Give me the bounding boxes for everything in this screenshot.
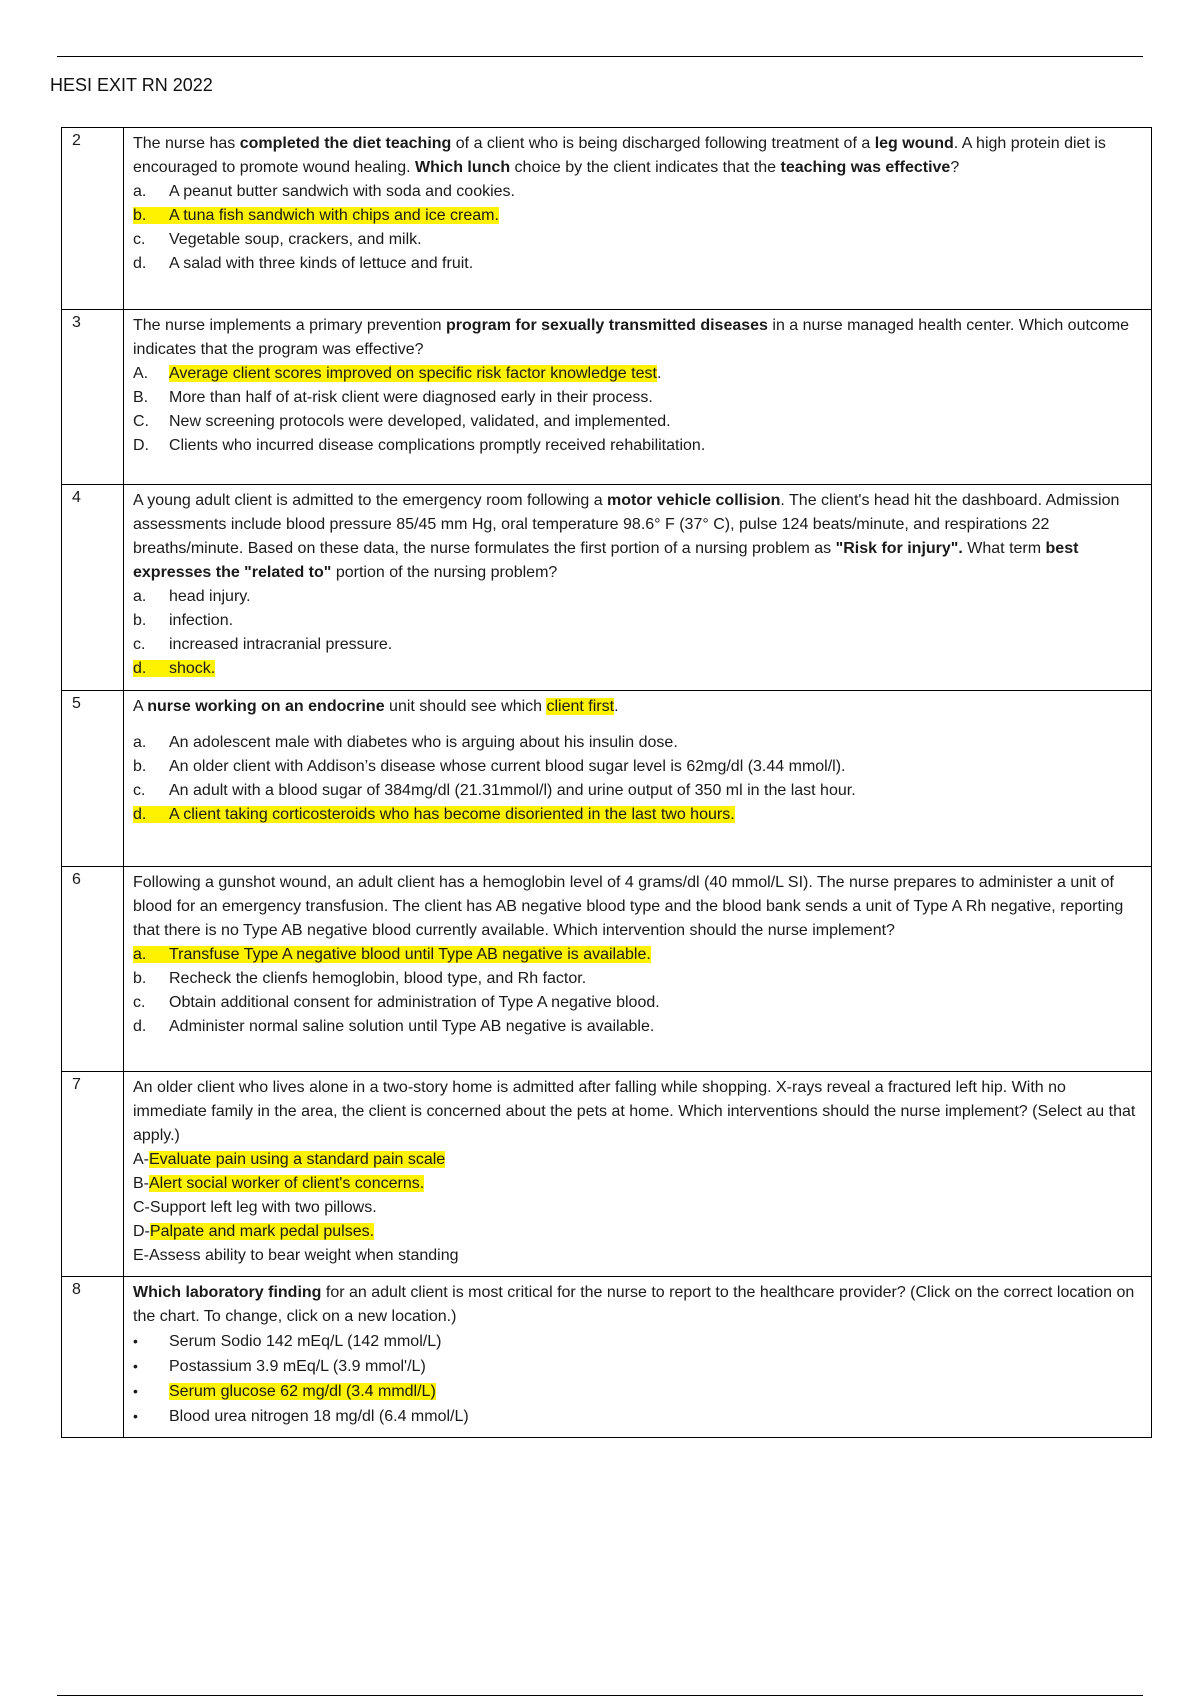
option-text: head injury. bbox=[169, 588, 251, 605]
option-marker: D. bbox=[133, 437, 149, 454]
stem-segment: . bbox=[614, 698, 619, 715]
option-marker: c. bbox=[133, 636, 146, 653]
option-text: Assess ability to bear weight when standing bbox=[149, 1247, 459, 1264]
stem-segment: of a client who is being discharged following treatment of a bbox=[451, 135, 875, 152]
option-tail: . bbox=[656, 365, 662, 382]
question-stem bbox=[133, 314, 1141, 362]
option-marker: C. bbox=[133, 413, 149, 430]
answer-option[interactable] bbox=[133, 410, 1141, 434]
answer-option[interactable] bbox=[133, 1354, 1141, 1379]
stem-segment: best expresses the "related to" bbox=[133, 540, 1079, 581]
option-marker: C- bbox=[133, 1199, 150, 1216]
option-text: Blood urea nitrogen 18 mg/dl (6.4 mmol/L) bbox=[169, 1408, 469, 1425]
option-marker: a. bbox=[133, 588, 147, 605]
option-marker: B. bbox=[133, 389, 149, 406]
highlighted-answer-text: Alert social worker of client's concerns. bbox=[149, 1175, 425, 1192]
option-text: More than half of at-risk client were diagnosed early in their process. bbox=[169, 389, 653, 406]
answer-option[interactable] bbox=[133, 609, 1141, 633]
option-marker: a. bbox=[133, 183, 147, 200]
answer-option[interactable] bbox=[133, 180, 1141, 204]
option-marker: A. bbox=[133, 365, 149, 382]
option-marker: • bbox=[133, 1358, 138, 1374]
answer-option[interactable] bbox=[133, 731, 1141, 755]
question-body bbox=[124, 691, 1152, 867]
option-text: Postassium 3.9 mEq/L (3.9 mmol'/L) bbox=[169, 1358, 426, 1375]
question-body bbox=[124, 485, 1152, 691]
question-row bbox=[62, 867, 1152, 1072]
option-text: An older client with Addison’s disease whose current blood sugar level is 62mg/dl (3.44 mmol/l). bbox=[169, 758, 846, 775]
question-row bbox=[62, 1277, 1152, 1438]
option-text: New screening protocols were developed, validated, and implemented. bbox=[169, 413, 671, 430]
highlighted-answer-text: Transfuse Type A negative blood until Type AB negative is available. bbox=[169, 946, 651, 963]
answer-option[interactable] bbox=[133, 1329, 1141, 1354]
answer-option[interactable] bbox=[133, 1196, 1141, 1220]
stem-segment: . The client's head hit the dashboard. Admission assessments include blood pressure 85/45 mm Hg, oral temperature 98.6° F (37° C), pulse 124 beats/minute, and respirations 22 breaths/minute. Based on these data, the nurse formulates the first portion of a nursing problem as bbox=[133, 492, 1120, 557]
option-marker: d. bbox=[133, 660, 147, 677]
answer-option[interactable] bbox=[133, 779, 1141, 803]
answer-option[interactable] bbox=[133, 943, 1141, 967]
question-row bbox=[62, 310, 1152, 485]
answer-option[interactable] bbox=[133, 1244, 1141, 1268]
highlighted-answer-text: Average client scores improved on specific risk factor knowledge test bbox=[169, 365, 657, 382]
highlighted-answer-text: A client taking corticosteroids who has become disoriented in the last two hours. bbox=[169, 806, 735, 823]
answer-option[interactable] bbox=[133, 204, 1141, 228]
option-marker: c. bbox=[133, 231, 146, 248]
option-text: Vegetable soup, crackers, and milk. bbox=[169, 231, 422, 248]
question-number: 7 bbox=[62, 1072, 124, 1277]
stem-segment: portion of the nursing problem? bbox=[331, 564, 558, 581]
stem-segment: Which lunch bbox=[414, 159, 511, 176]
option-marker: • bbox=[133, 1408, 138, 1424]
highlighted-answer-text: shock. bbox=[169, 660, 216, 677]
answer-option[interactable] bbox=[133, 386, 1141, 410]
question-number: 2 bbox=[62, 128, 124, 310]
question-number: 3 bbox=[62, 310, 124, 485]
option-text: An adult with a blood sugar of 384mg/dl (21.31mmol/l) and urine output of 350 ml in the last hour. bbox=[169, 782, 856, 799]
question-row bbox=[62, 485, 1152, 691]
answer-option[interactable] bbox=[133, 633, 1141, 657]
stem-segment: ? bbox=[950, 159, 960, 176]
option-text: infection. bbox=[169, 612, 234, 629]
stem-segment: nurse working on an endocrine bbox=[147, 698, 385, 715]
stem-segment: The nurse implements a primary prevention bbox=[133, 317, 447, 334]
answer-options bbox=[133, 180, 1141, 276]
stem-segment: leg wound bbox=[874, 135, 954, 152]
answer-option[interactable] bbox=[133, 1220, 1141, 1244]
question-stem bbox=[133, 695, 1141, 719]
option-marker: d. bbox=[133, 806, 147, 823]
stem-segment: An older client who lives alone in a two-story home is admitted after falling while shopping. X-rays reveal a fractured left hip. With no immediate family in the area, the client is concerned about the pets at home. Which interventions should the nurse implement? (Select au that apply.) bbox=[133, 1079, 1136, 1144]
question-number: 5 bbox=[62, 691, 124, 867]
option-marker: • bbox=[133, 1383, 138, 1399]
option-marker: a. bbox=[133, 946, 147, 963]
answer-option[interactable] bbox=[133, 1379, 1141, 1404]
option-text: Recheck the clienfs hemoglobin, blood type, and Rh factor. bbox=[169, 970, 587, 987]
answer-option[interactable] bbox=[133, 228, 1141, 252]
answer-option[interactable] bbox=[133, 1015, 1141, 1039]
answer-options bbox=[133, 1329, 1141, 1429]
answer-option[interactable] bbox=[133, 1404, 1141, 1429]
answer-option[interactable] bbox=[133, 967, 1141, 991]
option-marker: A- bbox=[133, 1151, 149, 1168]
top-rule bbox=[57, 56, 1143, 57]
question-number: 4 bbox=[62, 485, 124, 691]
highlighted-answer-text: Palpate and mark pedal pulses. bbox=[149, 1223, 375, 1240]
answer-options bbox=[133, 1148, 1141, 1268]
answer-options bbox=[133, 362, 1141, 458]
questions-table bbox=[61, 127, 1152, 1438]
question-number: 8 bbox=[62, 1277, 124, 1438]
question-stem bbox=[133, 132, 1141, 180]
option-marker: b. bbox=[133, 612, 147, 629]
answer-options bbox=[133, 731, 1141, 827]
stem-segment: The nurse has bbox=[133, 135, 240, 152]
stem-segment: What term bbox=[962, 540, 1046, 557]
option-marker: c. bbox=[133, 994, 146, 1011]
option-marker: c. bbox=[133, 782, 146, 799]
question-stem bbox=[133, 1281, 1141, 1329]
stem-segment: unit should see which bbox=[384, 698, 547, 715]
stem-segment: motor vehicle collision bbox=[607, 492, 781, 509]
highlight-band bbox=[133, 660, 215, 677]
answer-options bbox=[133, 585, 1141, 681]
option-marker: B- bbox=[133, 1175, 149, 1192]
answer-option[interactable] bbox=[133, 803, 1141, 827]
stem-segment: Which laboratory finding bbox=[133, 1284, 322, 1301]
option-text: Obtain additional consent for administration of Type A negative blood. bbox=[169, 994, 660, 1011]
question-number: 6 bbox=[62, 867, 124, 1072]
stem-segment: choice by the client indicates that the bbox=[510, 159, 781, 176]
option-text: Serum Sodio 142 mEq/L (142 mmol/L) bbox=[169, 1333, 442, 1350]
answer-option[interactable] bbox=[133, 362, 1141, 386]
bottom-rule bbox=[57, 1695, 1143, 1696]
stem-segment: . A high protein diet is encouraged to promote wound healing. bbox=[133, 135, 1106, 176]
stem-segment: completed the diet teaching bbox=[239, 135, 452, 152]
stem-segment: for an adult client is most critical for the nurse to report to the healthcare provider? (Click on the correct location on the chart. To change, click on a new location.) bbox=[133, 1284, 1135, 1325]
option-text: A peanut butter sandwich with soda and cookies. bbox=[169, 183, 515, 200]
option-text: Clients who incurred disease complications promptly received rehabilitation. bbox=[169, 437, 706, 454]
stem-segment: teaching was effective bbox=[780, 159, 951, 176]
stem-segment: Following a gunshot wound, an adult client has a hemoglobin level of 4 grams/dl (40 mmol/L SI). The nurse prepares to administer a unit of blood for an emergency transfusion. The client has AB negative blood type and the blood bank sends a unit of Type A Rh negative, reporting that there is no Type AB negative blood currently available. Which intervention should the nurse implement? bbox=[133, 874, 1124, 939]
question-body bbox=[124, 1277, 1152, 1438]
question-row bbox=[62, 691, 1152, 867]
highlight-band bbox=[133, 946, 651, 963]
answer-option[interactable] bbox=[133, 755, 1141, 779]
question-body bbox=[124, 867, 1152, 1072]
highlight-band bbox=[133, 806, 735, 823]
option-marker: d. bbox=[133, 1018, 147, 1035]
option-marker: b. bbox=[133, 970, 147, 987]
highlighted-answer-text: A tuna fish sandwich with chips and ice cream. bbox=[169, 207, 499, 224]
option-text: increased intracranial pressure. bbox=[169, 636, 393, 653]
stem-segment: A bbox=[133, 698, 148, 715]
option-marker: a. bbox=[133, 734, 147, 751]
answer-options bbox=[133, 943, 1141, 1039]
option-marker: d. bbox=[133, 255, 147, 272]
option-marker: b. bbox=[133, 207, 147, 224]
option-marker: b. bbox=[133, 758, 147, 775]
answer-option[interactable] bbox=[133, 252, 1141, 276]
option-text: Support left leg with two pillows. bbox=[149, 1199, 377, 1216]
page-header-title: HESI EXIT RN 2022 bbox=[50, 75, 213, 95]
question-row bbox=[62, 128, 1152, 310]
option-marker: E- bbox=[133, 1247, 149, 1264]
option-text: Administer normal saline solution until Type AB negative is available. bbox=[169, 1018, 655, 1035]
question-row bbox=[62, 1072, 1152, 1277]
answer-option[interactable] bbox=[133, 434, 1141, 458]
question-body bbox=[124, 128, 1152, 310]
question-body bbox=[124, 310, 1152, 485]
option-marker: D- bbox=[133, 1223, 150, 1240]
stem-segment: program for sexually transmitted diseases bbox=[446, 317, 768, 334]
answer-option[interactable] bbox=[133, 991, 1141, 1015]
highlighted-answer-text: Serum glucose 62 mg/dl (3.4 mmdl/L) bbox=[169, 1383, 436, 1400]
option-text: A salad with three kinds of lettuce and fruit. bbox=[169, 255, 474, 272]
question-body bbox=[124, 1072, 1152, 1277]
question-stem bbox=[133, 1076, 1141, 1148]
answer-option[interactable] bbox=[133, 657, 1141, 681]
stem-segment: A young adult client is admitted to the emergency room following a bbox=[133, 492, 608, 509]
question-stem bbox=[133, 871, 1141, 943]
question-stem bbox=[133, 489, 1141, 585]
answer-option[interactable] bbox=[133, 1148, 1141, 1172]
answer-option[interactable] bbox=[133, 585, 1141, 609]
answer-option[interactable] bbox=[133, 1172, 1141, 1196]
option-text: An adolescent male with diabetes who is arguing about his insulin dose. bbox=[169, 734, 678, 751]
stem-segment: "Risk for injury". bbox=[835, 540, 963, 557]
highlighted-answer-text: Evaluate pain using a standard pain scale bbox=[149, 1151, 446, 1168]
stem-segment: in a nurse managed health center. Which outcome indicates that the program was effective? bbox=[133, 317, 1130, 358]
highlight-band bbox=[133, 207, 499, 224]
option-marker: • bbox=[133, 1333, 138, 1349]
stem-segment: client first bbox=[546, 698, 615, 715]
